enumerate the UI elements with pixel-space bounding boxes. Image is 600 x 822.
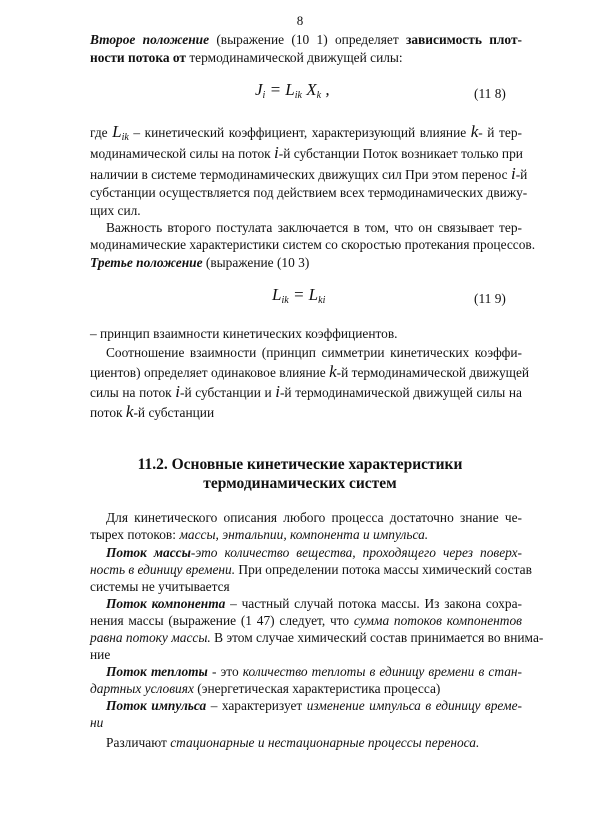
page-number: 8 [296, 13, 304, 28]
term-mass-flux: Поток массы [106, 545, 191, 560]
p3-line3: Третье положение (выражение (10 3) [90, 255, 310, 270]
equation-number-11-9: (11 9) [474, 291, 506, 306]
p7-line2: нения массы (выражение (1 47) следует, что сумма потоков компонентов [90, 613, 522, 628]
section-heading-line2: термодинамических систем [203, 475, 397, 492]
p6-line3: системы не учитывается [90, 579, 230, 594]
p1-line1: Второе положение (выражение (10 1) определяет зависимость плот- [90, 32, 522, 47]
p4-line5: поток k-й субстанции [90, 402, 215, 421]
p2-line1: где $L_{ik}$ – кинетический коэффициент, характеризующий влияние k- й тер- [90, 122, 522, 143]
p3-line2: модинамические характеристики систем со скоростью протекания процессов. [90, 237, 536, 252]
p4-line1: – принцип взаимности кинетических коэффициентов. [90, 326, 398, 341]
term-second-position: Второе положение [90, 32, 210, 47]
p2-line2: модинамической силы на поток i-й субстанции Поток возникает только при [90, 143, 523, 162]
section-heading-line1: 11.2. Основные кинетические характеристики [137, 456, 463, 473]
p7-line1: Поток компонента – частный случай потока массы. Из закона сохра- [106, 596, 522, 611]
p2-line4: субстанции осуществляется под действием всех термодинамических движу- [90, 185, 528, 200]
term-third-position: Третье положение [90, 255, 203, 270]
p8-line1: Поток теплоты - это количество теплоты в единицу времени в стан- [106, 664, 522, 679]
p6-line1: Поток массы-это количество вещества, проходящего через поверх- [106, 545, 522, 560]
p4-line4: силы на поток i-й субстанции и i-й термодинамической движущей силы на [90, 382, 522, 401]
p3-line1: Важность второго постулата заключается в том, что он связывает тер- [106, 220, 522, 235]
p2-line5: щих сил. [90, 203, 141, 218]
equation-11-8: $J_i = L_{ik}$ $X_k$ , [255, 80, 330, 101]
p8-line2: дартных условиях (энергетическая характеристика процесса) [90, 681, 441, 696]
p10-line1: Различают стационарные и нестационарные процессы переноса. [106, 735, 480, 750]
p4-line3: циентов) определяет одинаковое влияние k-й термодинамической движущей [90, 362, 530, 381]
p6-line2: ность в единицу времени. При определении потока массы химический состав [90, 562, 532, 577]
p4-line2: Соотношение взаимности (принцип симметрии кинетических коэффи- [106, 345, 522, 360]
equation-11-9: $L_{ik} = L_{ki}$ [272, 285, 326, 306]
p1-line2: ности потока от термодинамической движущей силы: [90, 50, 403, 65]
p5-line1: Для кинетического описания любого процесса достаточно знание че- [106, 510, 522, 525]
p9-line2: ни [90, 715, 104, 730]
p9-line1: Поток импульса – характеризует изменение импульса в единицу време- [106, 698, 522, 713]
p5-line2: тырех потоков: массы, энтальпии, компонента и импульса. [90, 527, 429, 542]
p7-line3: равна потоку массы. В этом случае химический состав принимается во внима- [90, 630, 544, 645]
p2-line3: наличии в системе термодинамических движущих сил При этом перенос i-й [90, 164, 528, 183]
term-heat-flux: Поток теплоты [106, 664, 208, 679]
term-component-flux: Поток компонента [106, 596, 226, 611]
p7-line4: ние [90, 647, 111, 662]
equation-number-11-8: (11 8) [474, 86, 506, 101]
term-momentum-flux: Поток импульса [106, 698, 207, 713]
